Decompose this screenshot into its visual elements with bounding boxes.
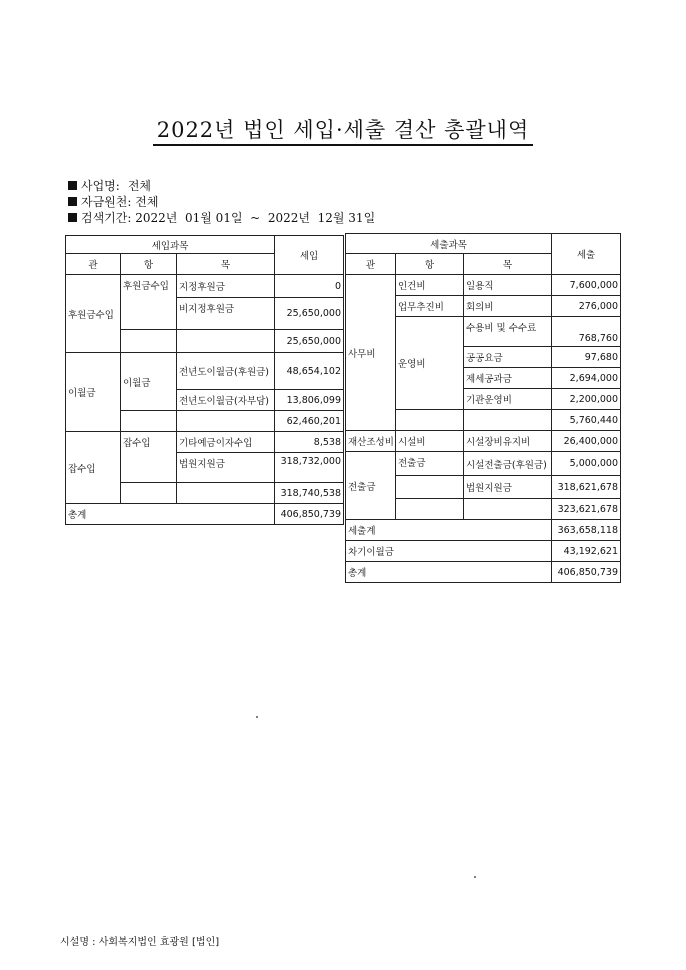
expense-out-total-label: 세출계: [346, 520, 552, 541]
revenue-mok: 전년도이월금(후원금): [177, 353, 275, 390]
expense-mok: 회의비: [464, 296, 552, 317]
expense-col-hang: 항: [396, 254, 464, 275]
revenue-amount: 25,650,000: [275, 298, 344, 330]
page-title-text: 2022년 법인 세입·세출 결산 총괄내역: [153, 118, 534, 146]
revenue-amount: 8,538: [275, 432, 344, 453]
facility-footer: [60, 933, 219, 948]
expense-gwan-office: 사무비: [346, 275, 396, 431]
expense-carryover-value: 43,192,621: [552, 541, 621, 562]
expense-mok: 수용비 및 수수료: [464, 317, 552, 347]
expense-amount: 318,621,678: [552, 476, 621, 499]
expense-mok: 시설장비유지비: [464, 431, 552, 452]
expense-total-value: 406,850,739: [552, 562, 621, 583]
revenue-amount: 318,732,000: [275, 453, 344, 483]
expense-amount: 97,680: [552, 347, 621, 368]
expense-empty-cell: [396, 476, 464, 499]
revenue-total-value: 406,850,739: [275, 504, 344, 525]
expense-mok: 기관운영비: [464, 389, 552, 410]
revenue-gwan-misc: 잡수입: [66, 432, 121, 504]
scan-speck: [474, 876, 476, 878]
expense-empty-cell: [396, 410, 464, 431]
expense-out-total-value: 363,658,118: [552, 520, 621, 541]
business-row: [68, 178, 375, 194]
expense-amount: 768,760: [552, 317, 621, 347]
square-bullet-icon: [68, 197, 77, 206]
expense-amount: 26,400,000: [552, 431, 621, 452]
revenue-subtotal: 62,460,201: [275, 411, 344, 432]
revenue-table: [65, 235, 344, 525]
expense-mok: 법원지원금: [464, 476, 552, 499]
expense-gwan-asset: 재산조성비: [346, 431, 396, 452]
expense-subtotal: 5,760,440: [552, 410, 621, 431]
square-bullet-icon: [68, 213, 77, 222]
facility-label: 시설명 :: [60, 937, 96, 948]
expense-mok: 일용직: [464, 275, 552, 296]
period-row: [68, 210, 375, 226]
revenue-gwan-donation: 후원금수입: [66, 275, 121, 353]
period-label: 검색기간:: [81, 211, 132, 225]
revenue-mok: 지정후원금: [177, 275, 275, 298]
fund-value: 전체: [135, 195, 159, 209]
revenue-empty-cell: [177, 330, 275, 353]
revenue-col-hang: 항: [121, 254, 177, 275]
business-label: 사업명:: [81, 179, 120, 193]
expense-gwan-transfer: 전출금: [346, 452, 396, 520]
expense-amount: 2,200,000: [552, 389, 621, 410]
search-conditions: [68, 178, 375, 226]
revenue-amount: 13,806,099: [275, 390, 344, 411]
revenue-gwan-carryover: 이월금: [66, 353, 121, 432]
revenue-col-mok: 목: [177, 254, 275, 275]
expense-group-header: 세출과목: [346, 234, 552, 254]
facility-name: 사회복지법인 효광원 [법인]: [98, 937, 220, 948]
revenue-empty-cell: [121, 483, 177, 504]
expense-col-gwan: 관: [346, 254, 396, 275]
expense-hang: 업무추진비: [396, 296, 464, 317]
expense-amount: 2,694,000: [552, 368, 621, 389]
revenue-subtotal: 318,740,538: [275, 483, 344, 504]
expense-mok: 공공요금: [464, 347, 552, 368]
expense-amount: 5,000,000: [552, 452, 621, 476]
expense-empty-cell: [464, 410, 552, 431]
expense-empty-cell: [464, 499, 552, 520]
revenue-empty-cell: [121, 411, 177, 432]
revenue-amount: 48,654,102: [275, 353, 344, 390]
revenue-hang-donation: 후원금수입: [121, 275, 177, 330]
expense-total-label: 총계: [346, 562, 552, 583]
expense-mok: 시설전출금(후원금): [464, 452, 552, 476]
expense-carryover-label: 차기이월금: [346, 541, 552, 562]
expense-hang-operation: 운영비: [396, 317, 464, 410]
scan-speck: [256, 716, 258, 718]
expense-subtotal: 323,621,678: [552, 499, 621, 520]
revenue-col-gwan: 관: [66, 254, 121, 275]
fund-row: [68, 194, 375, 210]
expense-table: [345, 233, 621, 583]
period-value: 2022년 01월 01일 ~ 2022년 12월 31일: [135, 211, 376, 225]
revenue-hang-carryover: 이월금: [121, 353, 177, 411]
expense-mok: 제세공과금: [464, 368, 552, 389]
expense-hang: 전출금: [396, 452, 464, 476]
expense-hang: 인건비: [396, 275, 464, 296]
revenue-amount-header: 세입: [275, 236, 344, 275]
revenue-group-header: 세입과목: [66, 236, 275, 254]
expense-amount-header: 세출: [552, 234, 621, 275]
revenue-amount: 0: [275, 275, 344, 298]
revenue-hang-misc: 잡수입: [121, 432, 177, 483]
revenue-empty-cell: [121, 330, 177, 353]
expense-hang: 시설비: [396, 431, 464, 452]
page-title: [0, 114, 686, 144]
square-bullet-icon: [68, 181, 77, 190]
revenue-mok: 기타예금이자수입: [177, 432, 275, 453]
expense-col-mok: 목: [464, 254, 552, 275]
revenue-mok: 전년도이월금(자부담): [177, 390, 275, 411]
revenue-subtotal: 25,650,000: [275, 330, 344, 353]
revenue-total-label: 총계: [66, 504, 275, 525]
expense-amount: 276,000: [552, 296, 621, 317]
revenue-mok: 법원지원금: [177, 453, 275, 483]
expense-amount: 7,600,000: [552, 275, 621, 296]
revenue-empty-cell: [177, 411, 275, 432]
business-value: 전체: [127, 179, 152, 193]
revenue-mok: 비지정후원금: [177, 298, 275, 330]
expense-empty-cell: [396, 499, 464, 520]
fund-label: 자금원천:: [81, 195, 132, 209]
revenue-empty-cell: [177, 483, 275, 504]
